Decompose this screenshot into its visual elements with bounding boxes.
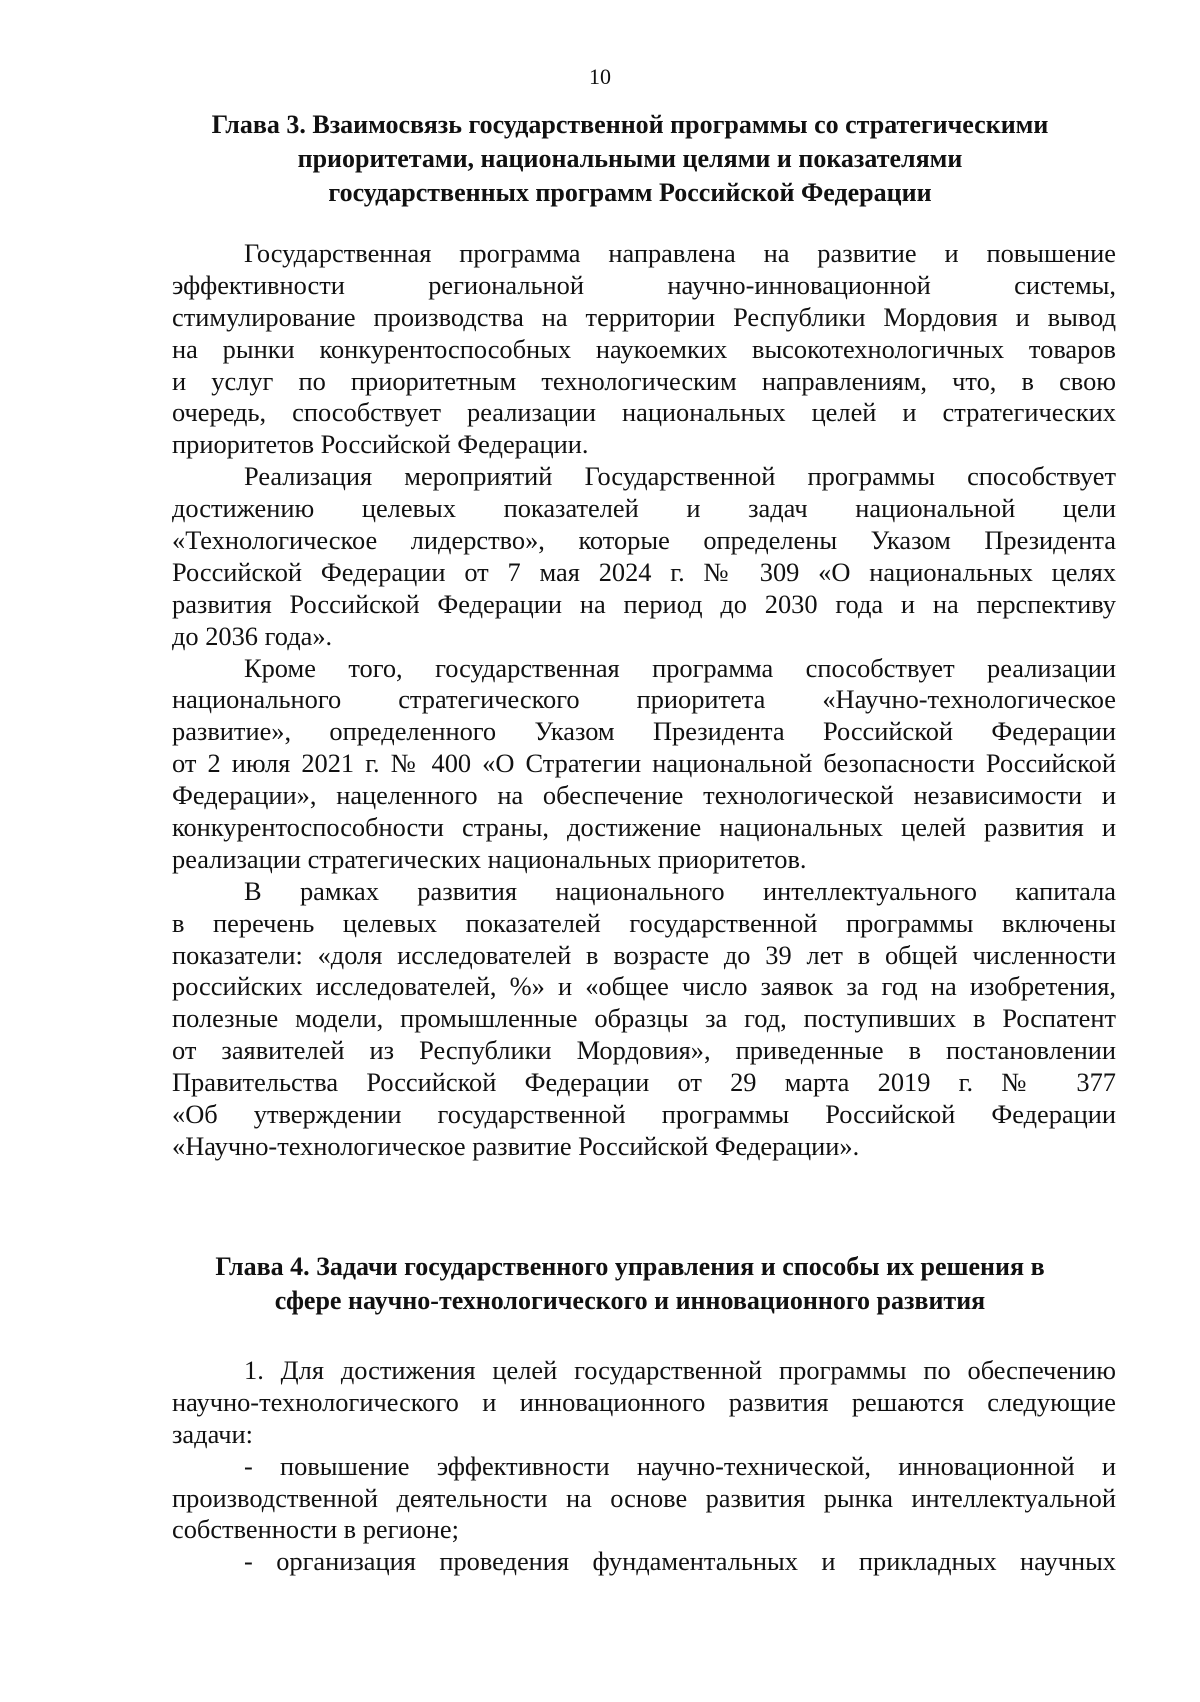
paragraph-line: конкурентоспособности страны, достижение национальных целей развития и <box>172 812 1116 843</box>
paragraph-line: Кроме того, государственная программа способствует реализации <box>244 652 1116 683</box>
paragraph-line: полезные модели, промышленные образцы за год, поступивших в Роспатент <box>172 1003 1116 1034</box>
paragraph-line: «Научно-технологическое развитие Российской Федерации». <box>172 1130 860 1161</box>
paragraph-line: национального стратегического приоритета «Научно-технологическое <box>172 684 1116 715</box>
paragraph-line: научно-технологического и инновационного развития решаются следующие <box>172 1386 1116 1417</box>
paragraph-line: приоритетов Российской Федерации. <box>172 429 589 460</box>
paragraph-line: «Технологическое лидерство», которые определены Указом Президента <box>172 525 1116 556</box>
page-number: 10 <box>589 64 611 89</box>
paragraph-line: стимулирование производства на территории Республики Мордовия и вывод <box>172 301 1116 332</box>
chapter-3-title <box>150 108 1110 210</box>
paragraph-line: В рамках развития национального интеллектуального капитала <box>244 875 1116 906</box>
chapter-3-title-line: Глава 3. Взаимосвязь государственной программы со стратегическими <box>211 110 1049 139</box>
paragraph-line: задачи: <box>172 1418 253 1449</box>
chapter-4-body <box>172 1355 1116 1578</box>
paragraph-line: на рынки конкурентоспособных наукоемких высокотехнологичных товаров <box>172 333 1116 364</box>
paragraph-line: - организация проведения фундаментальных и прикладных научных <box>244 1546 1116 1577</box>
chapter-4-title-line: Глава 4. Задачи государственного управления и способы их решения в <box>215 1252 1045 1281</box>
paragraph-line: Реализация мероприятий Государственной программы способствует <box>244 461 1116 492</box>
chapter-3-title-line: государственных программ Российской Федерации <box>328 178 932 207</box>
paragraph <box>172 653 1116 876</box>
paragraph-line: Российской Федерации от 7 мая 2024 г. № 309 «О национальных целях <box>172 556 1116 587</box>
paragraph-line: показатели: «доля исследователей в возрасте до 39 лет в общей численности <box>172 939 1116 970</box>
chapter-4-title <box>150 1250 1110 1318</box>
paragraph-line: собственности в регионе; <box>172 1514 459 1545</box>
paragraph-line: очередь, способствует реализации национальных целей и стратегических <box>172 397 1116 428</box>
paragraph <box>172 1546 1116 1578</box>
paragraph-line: Федерации», нацеленного на обеспечение технологической независимости и <box>172 780 1116 811</box>
paragraph-line: развития Российской Федерации на период до 2030 года и на перспективу <box>172 588 1116 619</box>
paragraph-line: Правительства Российской Федерации от 29 марта 2019 г. № 377 <box>172 1067 1116 1098</box>
paragraph-line: реализации стратегических национальных приоритетов. <box>172 843 807 874</box>
paragraph-line: развитие», определенного Указом Президента Российской Федерации <box>172 716 1116 747</box>
paragraph <box>172 1451 1116 1547</box>
paragraph-line: достижению целевых показателей и задач национальной цели <box>172 493 1116 524</box>
paragraph-line: «Об утверждении государственной программы Российской Федерации <box>172 1099 1116 1130</box>
chapter-3-title-line: приоритетами, национальными целями и показателями <box>297 144 963 173</box>
paragraph-line: российских исследователей, %» и «общее число заявок за год на изобретения, <box>172 971 1116 1002</box>
paragraph-line: Государственная программа направлена на развитие и повышение <box>244 238 1116 268</box>
paragraph <box>172 1355 1116 1451</box>
paragraph-line: от 2 июля 2021 г. № 400 «О Стратегии национальной безопасности Российской <box>172 748 1116 779</box>
paragraph-line: и услуг по приоритетным технологическим направлениям, что, в свою <box>172 365 1116 396</box>
paragraph <box>172 461 1116 652</box>
chapter-3-body <box>172 238 1116 1163</box>
paragraph-line: - повышение эффективности научно-технической, инновационной и <box>244 1450 1116 1481</box>
paragraph-line: от заявителей из Республики Мордовия», приведенные в постановлении <box>172 1035 1116 1066</box>
paragraph-line: 1. Для достижения целей государственной программы по обеспечению <box>244 1355 1116 1385</box>
paragraph-line: до 2036 года». <box>172 620 333 651</box>
paragraph-line: эффективности региональной научно-инновационной системы, <box>172 269 1116 300</box>
paragraph <box>172 238 1116 461</box>
paragraph <box>172 876 1116 1163</box>
paragraph-line: в перечень целевых показателей государственной программы включены <box>172 907 1116 938</box>
paragraph-line: производственной деятельности на основе развития рынка интеллектуальной <box>172 1482 1116 1513</box>
chapter-4-title-line: сфере научно-технологического и инновационного развития <box>274 1286 986 1315</box>
